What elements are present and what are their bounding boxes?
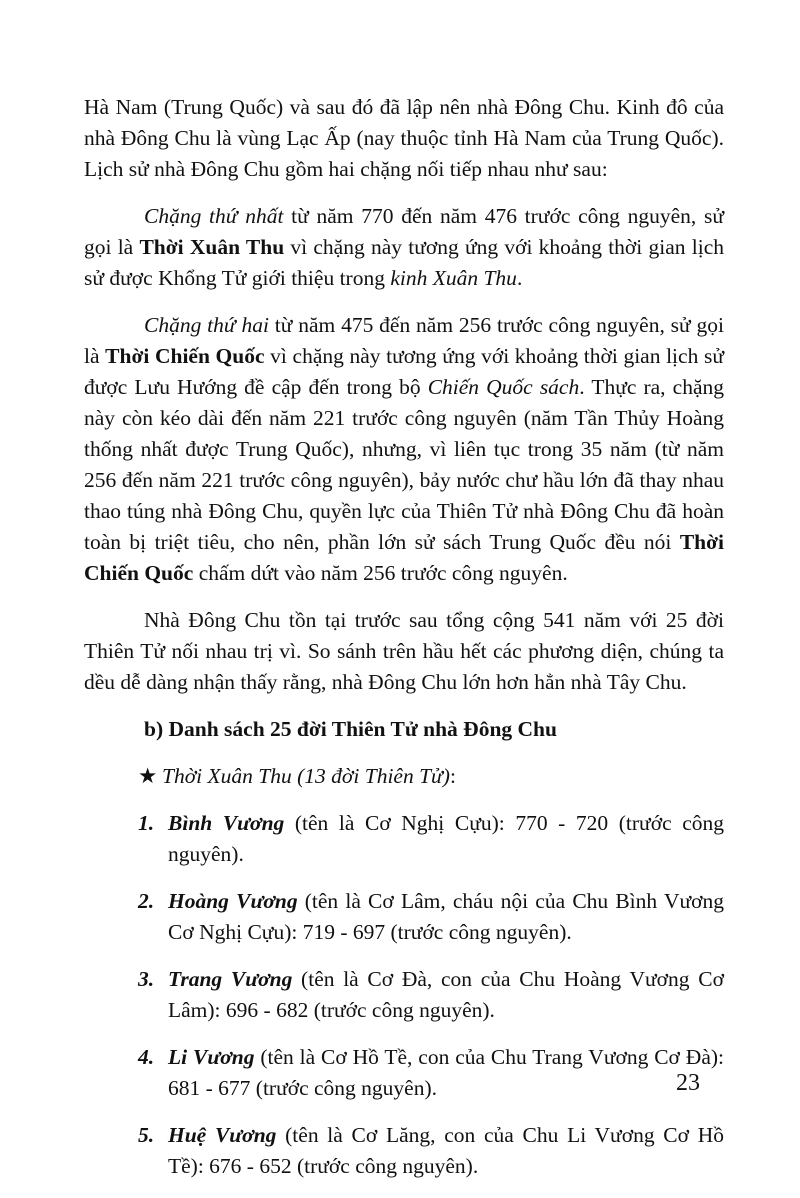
- ruler-name: Trang Vương: [168, 967, 293, 991]
- paragraph-text: vì chặng này tương ứng với khoảng thời gian lịch sử được Lưu Hướng đề cập đến trong bộ: [84, 344, 724, 399]
- paragraph-text: từ năm 475 đến năm 256 trước công nguyên, sử gọi là: [84, 313, 724, 368]
- period-name: Thời Chiến Quốc: [84, 530, 724, 585]
- item-number: 5.: [138, 1123, 155, 1147]
- item-number: 1.: [138, 811, 155, 835]
- period-name: Thời Xuân Thu: [139, 235, 285, 259]
- paragraph-chien-quoc-period: [84, 310, 724, 589]
- list-item: [84, 1042, 724, 1104]
- subsection-name: Thời Xuân Thu: [162, 764, 292, 788]
- book-title: Chiến Quốc sách: [427, 375, 580, 399]
- ruler-name: Huệ Vương: [168, 1123, 277, 1147]
- list-item: [84, 1120, 724, 1182]
- ruler-detail: (tên là Cơ Đà, con của Chu Hoàng Vương Cơ Lâm): 696 - 682 (trước công nguyên).: [168, 967, 724, 1022]
- ruler-detail: (tên là Cơ Lăng, con của Chu Li Vương Cơ Hồ Tề): 676 - 652 (trước công nguyên).: [168, 1123, 724, 1178]
- book-title: kinh Xuân Thu: [390, 266, 517, 290]
- period-name: Thời Chiến Quốc: [105, 344, 265, 368]
- subsection-heading: [84, 761, 724, 792]
- lead-term: Chặng thứ hai: [144, 313, 269, 337]
- ruler-detail: (tên là Cơ Hồ Tề, con của Chu Trang Vương Cơ Đà): 681 - 677 (trước công nguyên).: [168, 1045, 724, 1100]
- item-number: 2.: [138, 889, 155, 913]
- ruler-detail: (tên là Cơ Lâm, cháu nội của Chu Bình Vương Cơ Nghị Cựu): 719 - 697 (trước công nguyên).: [168, 889, 724, 944]
- item-number: 3.: [138, 967, 155, 991]
- paragraph-text: chấm dứt vào năm 256 trước công nguyên.: [193, 561, 568, 585]
- paragraph-dong-chu-intro: Hà Nam (Trung Quốc) và sau đó đã lập nên nhà Đông Chu. Kinh đô của nhà Đông Chu là vùng Lạc Ấp (nay thuộc tỉnh Hà Nam của Trung Quốc). Lịch sử nhà Đông Chu gồm hai chặng nối tiếp nhau như sau:: [84, 95, 724, 181]
- item-number: 4.: [138, 1045, 155, 1069]
- lead-term: Chặng thứ nhất: [144, 204, 284, 228]
- ruler-detail: (tên là Cơ Nghị Cựu): 770 - 720 (trước công nguyên).: [168, 811, 724, 866]
- list-item: [84, 808, 724, 870]
- paragraph-text: . Thực ra, chặng này còn kéo dài đến năm 221 trước công nguyên (năm Tần Thủy Hoàng thống nhất được Trung Quốc), nhưng, vì liên tục trong 35 năm (từ năm 256 đến năm 221 trước công nguyên), bảy nước chư hầu lớn đã thay nhau thao túng nhà Đông Chu, quyền lực của Thiên Tử nhà Đông Chu đã hoàn toàn bị triệt tiêu, cho nên, phần lớn sử sách Trung Quốc đều nói: [84, 375, 724, 554]
- ruler-name: Li Vương: [168, 1045, 255, 1069]
- reign-list: [84, 808, 724, 1182]
- list-item: [84, 886, 724, 948]
- ruler-name: Hoàng Vương: [168, 889, 298, 913]
- ruler-name: Bình Vương: [168, 811, 285, 835]
- paragraph-text: từ năm 770 đến năm 476 trước công nguyên, sử gọi là: [84, 204, 724, 259]
- section-title: b) Danh sách 25 đời Thiên Tử nhà Đông Chu: [144, 717, 557, 741]
- star-icon: ★: [138, 764, 158, 788]
- paragraph-text: .: [516, 266, 523, 290]
- page-body: [84, 92, 724, 1198]
- paragraph-text: vì chặng này tương ứng với khoảng thời gian lịch sử được Khổng Tử giới thiệu trong: [84, 235, 724, 290]
- subsection-colon: :: [449, 764, 456, 788]
- list-item: [84, 964, 724, 1026]
- paragraph-dong-chu-summary: Nhà Đông Chu tồn tại trước sau tổng cộng 541 năm với 25 đời Thiên Tử nối nhau trị vì. So sánh trên hầu hết các phương diện, chúng ta dều dễ dàng nhận thấy rằng, nhà Đông Chu lớn hơn hẳn nhà Tây Chu.: [84, 608, 724, 694]
- paragraph-xuan-thu-period: [84, 201, 724, 294]
- subsection-count: (13 đời Thiên Tử): [297, 764, 450, 788]
- page-number: 23: [676, 1070, 700, 1096]
